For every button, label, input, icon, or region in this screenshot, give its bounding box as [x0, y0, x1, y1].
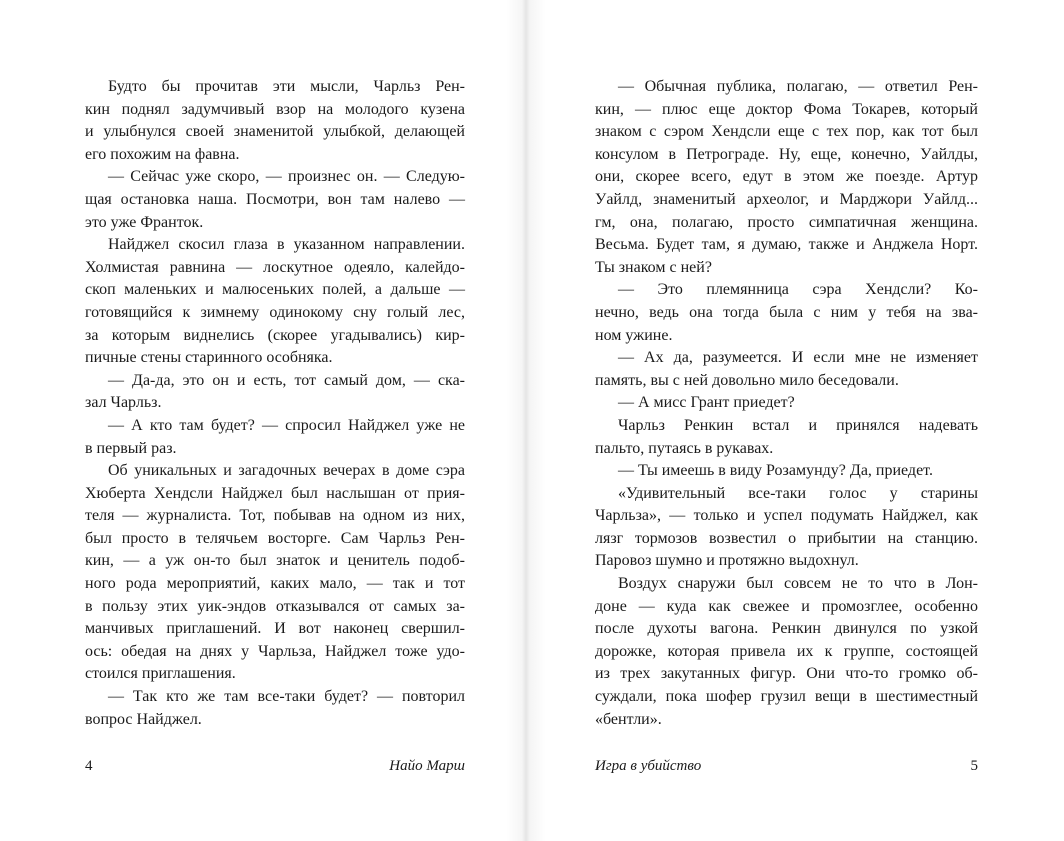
text-line: — Это племянница сэра Хендсли? Ко- — [618, 281, 978, 299]
text-line: гм, она, полагаю, просто симпатичная женщина. — [595, 213, 978, 231]
running-head-title: Игра в убийство — [595, 758, 702, 774]
text-line: нечно, ведь она тогда была с ним у тебя на зва- — [595, 303, 978, 321]
text-line: Воздух снаружи был совсем не то что в Лон- — [618, 575, 978, 593]
text-line: манчивых приглашений. И вот наконец свершил- — [85, 620, 465, 638]
text-line: кин, — плюс еще доктор Фома Токарев, который — [595, 100, 978, 118]
text-line: Чарльз Ренкин встал и принялся надевать — [618, 416, 978, 434]
text-line: из трех закутанных фигур. Они что-то громко об- — [595, 665, 978, 683]
page-number: 5 — [970, 758, 978, 774]
text-line: это уже Франток. — [85, 213, 204, 231]
text-line: они, скорее всего, едут в этом же поезде. Артур — [595, 168, 978, 186]
text-line: «Удивительный все-таки голос у старины — [618, 484, 978, 502]
text-line: зал Чарльз. — [85, 394, 162, 412]
right-page-text — [595, 76, 978, 731]
text-line: скоп маленьких и малюсеньких полей, а дальше — — [85, 281, 465, 299]
text-line: — Сейчас уже скоро, — произнес он. — Следую- — [108, 168, 465, 186]
text-line: Хюберта Хендсли Найджел был наслышан от прия- — [85, 484, 465, 502]
text-line: Холмистая равнина — лоскутное одеяло, калейдо- — [85, 258, 465, 276]
text-line: за которым виднелись (скорее угадывались) кир- — [85, 326, 465, 344]
text-line: Будто бы прочитав эти мысли, Чарльз Рен- — [108, 78, 465, 95]
text-line: был просто в телячьем восторге. Сам Чарльз Рен- — [85, 529, 465, 547]
page-number: 4 — [85, 758, 93, 774]
text-line: — Обычная публика, полагаю, — ответил Рен- — [618, 78, 978, 95]
text-line: ось: обедая на днях у Чарльза, Найджел тоже удо- — [85, 642, 465, 660]
text-line: память, вы с ней довольно мило беседовали. — [595, 371, 899, 389]
text-line: — Так кто же там все-таки будет? — повторил — [108, 688, 465, 706]
text-line: лязг тормозов возвестил о прибытии на станцию. — [595, 529, 978, 547]
text-line: «бентли». — [595, 710, 662, 728]
text-line: Паровоз шумно и протяжно выдохнул. — [595, 552, 859, 570]
text-line: — А мисс Грант приедет? — [618, 394, 795, 412]
text-line: и улыбнулся своей знаменитой улыбкой, делающей — [85, 123, 465, 141]
text-line: в пользу этих уик-эндов отказывался от самых за- — [85, 597, 465, 615]
text-line: знаком с сэром Хендсли еще с тех пор, как тот был — [595, 123, 978, 141]
text-line: вопрос Найджел. — [85, 710, 202, 728]
text-line: теля — журналиста. Тот, побывав на одном из них, — [85, 507, 465, 525]
text-line: — А кто там будет? — спросил Найджел уже не — [108, 416, 465, 434]
text-line: стоился приглашения. — [85, 665, 236, 683]
text-line: — Ты имеешь в виду Розамунду? Да, приедет. — [618, 462, 933, 480]
text-line: готовящийся к зимнему одинокому сну голый лес, — [85, 303, 465, 321]
text-line: щая остановка наша. Посмотри, вон там налево — — [85, 190, 465, 208]
text-line: Найджел скосил глаза в указанном направлении. — [108, 236, 465, 254]
text-line: его похожим на фавна. — [85, 145, 240, 163]
text-line: Об уникальных и загадочных вечерах в доме сэра — [108, 462, 465, 480]
text-line: в первый раз. — [85, 439, 177, 457]
text-line: — Ах да, разумеется. И если мне не изменяет — [618, 349, 978, 367]
text-line: ном ужине. — [595, 326, 673, 344]
text-line: ного рода мероприятий, каких мало, — так и тот — [85, 575, 465, 593]
text-line: кин поднял задумчивый взор на молодого кузена — [85, 100, 465, 118]
text-line: — Да-да, это он и есть, тот самый дом, — ска- — [108, 371, 465, 389]
text-line: Весьма. Будет там, я думаю, также и Анджела Норт. — [595, 236, 978, 254]
text-line: дорожке, которая привела их к группе, состоящей — [595, 642, 978, 660]
text-line: Ты знаком с ней? — [595, 258, 712, 276]
text-line: пальто, путаясь в рукавах. — [595, 439, 774, 457]
text-line: Уайлд, знаменитый археолог, и Марджори Уайлд... — [595, 190, 978, 208]
text-line: Чарльза», — только и успел подумать Найджел, как — [595, 507, 978, 525]
text-line: суждали, пока шофер грузил вещи в шестиместный — [595, 688, 978, 706]
text-line: после духоты вагона. Ренкин двинулся по узкой — [595, 620, 978, 638]
text-line: кин, — а уж он-то был знаток и ценитель подоб- — [85, 552, 465, 570]
running-head-author: Найо Марш — [389, 758, 465, 774]
text-line: пичные стены старинного особняка. — [85, 349, 333, 367]
text-line: консулом в Петрограде. Ну, еще, конечно, Уайлды, — [595, 145, 978, 163]
text-line: доне — куда как свежее и промозглее, особенно — [595, 597, 978, 615]
